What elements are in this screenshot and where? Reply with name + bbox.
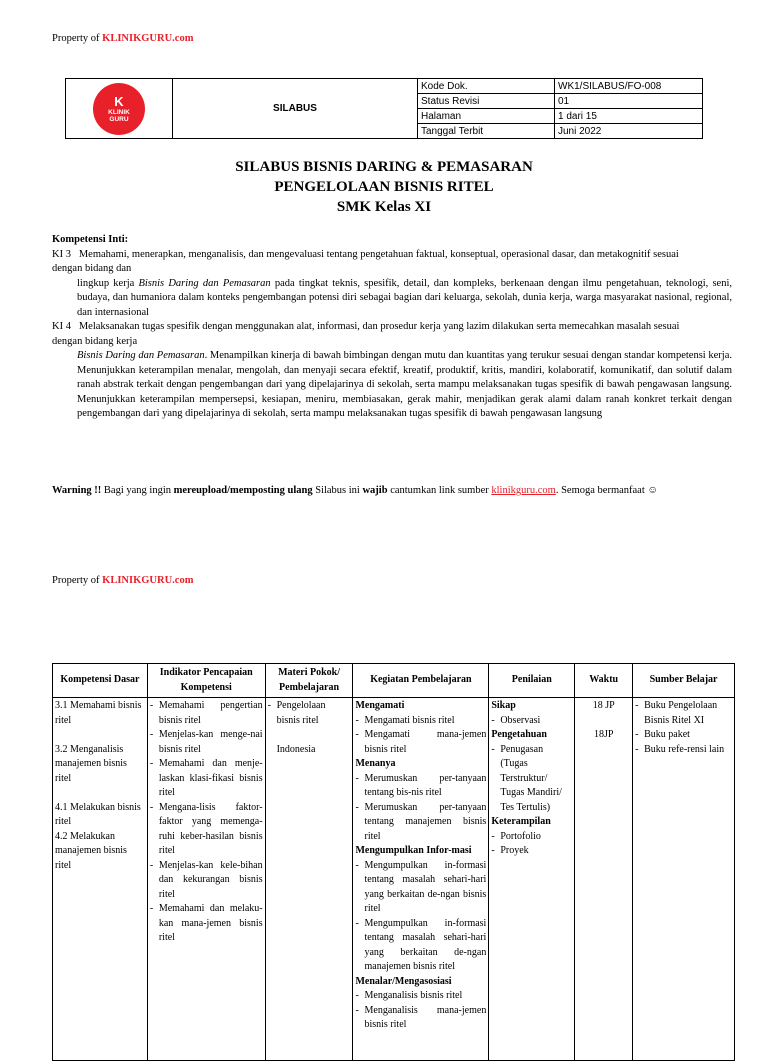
- doc-title: SILABUS: [173, 79, 418, 139]
- waktu-cell: [575, 698, 633, 1061]
- materi-extra: Indonesia: [276, 743, 316, 755]
- list-item: - Proyek: [491, 845, 529, 856]
- waktu-item: 18 JP: [592, 700, 615, 711]
- list-item: - Memahami dan menje-laskan klasi-fikasi bisnis ritel: [149, 758, 263, 798]
- meta-value: Juni 2022: [555, 124, 703, 139]
- kegiatan-head: Mengumpulkan Infor-masi: [355, 845, 472, 856]
- kegiatan-head: Menanya: [355, 758, 396, 769]
- table-header-row: [53, 664, 735, 698]
- kd-item: 3.2 Menganalisis manajemen bisnis ritel: [55, 743, 127, 784]
- penilaian-head: Sikap: [491, 700, 516, 711]
- list-item: - Mengana-lisis faktor-faktor yang memenga-ruhi keber-hasilan bisnis ritel: [149, 801, 263, 856]
- kompetensi-inti: [52, 233, 732, 422]
- ki4-line: KI 4 Melaksanakan tugas spesifik dengan menggunakan alat, informasi, dan prosedur kerja yang lazim dilakukan serta memecahkan masalah sesuai: [52, 321, 680, 332]
- title-line-2: PENGELOLAAN BISNIS RITEL: [274, 179, 494, 195]
- materi-cell: [265, 698, 353, 1061]
- list-item: - Buku paket: [635, 729, 690, 740]
- list-item: - Memahami pengertian bisnis ritel: [149, 700, 263, 726]
- list-item: - Observasi: [491, 714, 541, 726]
- col-header: Materi Pokok/ Pembelajaran: [265, 664, 353, 698]
- list-item: - Menjelas-kan menge-nai bisnis ritel: [149, 729, 263, 755]
- meta-label: Tanggal Terbit: [418, 124, 555, 139]
- kd-item: 4.1 Melakukan bisnis ritel: [55, 801, 141, 827]
- meta-value: 1 dari 15: [555, 109, 703, 124]
- col-header: Kompetensi Dasar: [53, 664, 148, 698]
- col-header: Sumber Belajar: [633, 664, 735, 698]
- warning-note: Warning !! Bagi yang ingin mereupload/memposting ulang Silabus ini wajib cantumkan link sumber klinikguru.com. Semoga bermanfaat ☺: [52, 485, 659, 496]
- property-brand: KLINIKGURU.com: [102, 33, 194, 44]
- klinikguru-logo: K KLINIK GURU: [93, 83, 145, 135]
- meta-value: WK1/SILABUS/FO-008: [555, 79, 703, 94]
- list-item: - Portofolio: [491, 830, 541, 842]
- syllabus-table: [52, 663, 735, 1061]
- document-header-table: [65, 78, 703, 139]
- title-line-3: SMK Kelas XI: [336, 199, 432, 215]
- list-item: - Penugasan (Tugas Terstruktur/ Tugas Mandiri/ Tes Tertulis): [491, 743, 562, 813]
- list-item: - Pengelolaan bisnis ritel: [267, 700, 326, 726]
- meta-label: Halaman: [418, 109, 555, 124]
- property-prefix: Property of: [52, 33, 103, 44]
- kegiatan-cell: [353, 698, 489, 1061]
- col-header: Penilaian: [489, 664, 575, 698]
- ki3-line-2: dengan bidang dan: [52, 263, 132, 274]
- kd-item: 4.2 Melakukan manajemen bisnis ritel: [55, 830, 127, 871]
- title-line-1: SILABUS BISNIS DARING & PEMASARAN: [235, 159, 533, 175]
- sumber-cell: [633, 698, 735, 1061]
- list-item: - Merumuskan per-tanyaan tentang manajemen bisnis ritel: [355, 801, 487, 842]
- ki-heading: Kompetensi Inti:: [52, 234, 129, 245]
- list-item: - Buku Pengelolaan Bisnis Ritel XI: [635, 700, 718, 726]
- meta-label: Kode Dok.: [418, 79, 555, 94]
- list-item: - Menganalisis mana-jemen bisnis ritel: [355, 1004, 487, 1030]
- property-note-bottom: Property of KLINIKGURU.com: [52, 575, 194, 586]
- meta-value: 01: [555, 94, 703, 109]
- list-item: - Mengamati bisnis ritel: [355, 714, 455, 726]
- list-item: - Mengamati mana-jemen bisnis ritel: [355, 729, 487, 755]
- list-item: - Menganalisis bisnis ritel: [355, 990, 463, 1001]
- col-header: Kegiatan Pembelajaran: [353, 664, 489, 698]
- col-header: Waktu: [575, 664, 633, 698]
- ki4-line-2: dengan bidang kerja: [52, 335, 138, 347]
- list-item: - Mengumpulkan in-formasi tentang masalah sehari-hari yang berkaitan de-ngan manajemen bisnis ritel: [355, 917, 487, 972]
- list-item: - Mengumpulkan in-formasi tentang masalah sehari-hari yang berkaitan de-ngan bisnis ritel: [355, 859, 487, 914]
- list-item: - Menjelas-kan kele-bihan dan kekurangan bisnis ritel: [149, 859, 263, 900]
- ki3-line: KI 3 Memahami, menerapkan, menganalisis, dan mengevaluasi tentang pengetahuan faktual, konseptual, operasional dasar, dan metakognitif sesuai: [52, 248, 679, 260]
- source-link[interactable]: klinikguru.com: [491, 485, 556, 496]
- waktu-item: 18JP: [593, 729, 614, 740]
- table-row: [53, 698, 735, 1061]
- col-header: Indikator Pencapaian Kompetensi: [147, 664, 265, 698]
- list-item: - Memahami dan melaku-kan mana-jemen bisnis ritel: [149, 903, 263, 943]
- indikator-cell: [147, 698, 265, 1061]
- logo-cell: [66, 79, 173, 139]
- kegiatan-head: Mengamati: [355, 700, 405, 711]
- kd-cell: [53, 698, 148, 1061]
- ki3-detail: lingkup kerja Bisnis Daring dan Pemasaran pada tingkat teknis, spesifik, detail, dan kompleks, berkenaan dengan ilmu pengetahuan, teknologi, seni, budaya, dan humaniora dalam konteks pengembangan potensi diri sebagai bagian dari keluarga, sekolah, dunia kerja, warga masyarakat nasional, regional, dan internasional: [77, 277, 732, 318]
- penilaian-head: Keterampilan: [491, 816, 551, 827]
- kd-item: 3.1 Memahami bisnis ritel: [55, 700, 142, 726]
- ki4-detail: Bisnis Daring dan Pemasaran. Menampilkan kinerja di bawah bimbingan dengan mutu dan kuantitas yang terukur sesuai dengan standar kompetensi kerja. Menunjukkan keterampilan menalar, mengolah, dan menyaji secara efektif, kreatif, produktif, kritis, mandiri, kolaboratif, komunikatif, dan solutif dalam ranah abstrak terkait dengan pengembangan dari yang dipelajarinya di sekolah, serta mampu melaksanakan tugas spesifik di bawah pengawasan langsung. Menunjukkan keterampilan mempersepsi, kesiapan, meniru, membiasakan, gerak mahir, menjadikan gerak alami dalam ranah konkret terkait dengan pengembangan dari yang dipelajarinya di sekolah, serta mampu melaksanakan tugas spesifik di bawah pengawasan langsung: [77, 350, 732, 419]
- kegiatan-head: Menalar/Mengasosiasi: [355, 975, 452, 987]
- penilaian-head: Pengetahuan: [491, 729, 547, 740]
- list-item: - Merumuskan per-tanyaan tentang bis-nis ritel: [355, 772, 487, 798]
- penilaian-cell: [489, 698, 575, 1061]
- property-note-top: [52, 33, 193, 44]
- list-item: - Buku refe-rensi lain: [635, 743, 725, 755]
- meta-label: Status Revisi: [418, 94, 555, 109]
